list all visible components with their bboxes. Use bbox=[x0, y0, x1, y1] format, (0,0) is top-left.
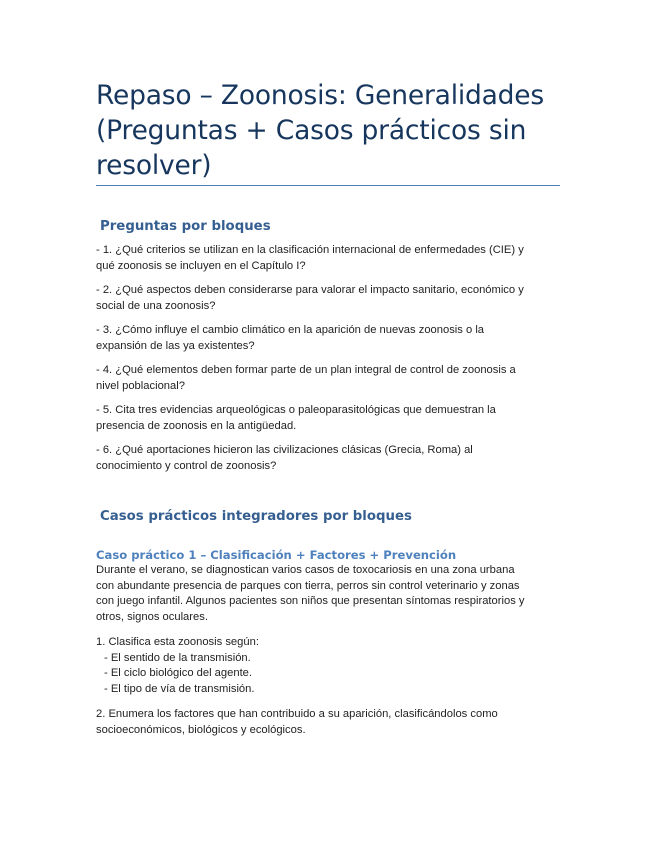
title-underline bbox=[96, 185, 560, 186]
section-heading-text: Casos prácticos integradores por bloques bbox=[100, 509, 412, 524]
question-item: - 6. ¿Qué aportaciones hicieron las civilizaciones clásicas (Grecia, Roma) al conocimiento y control de zoonosis? bbox=[96, 444, 473, 472]
document-page bbox=[96, 0, 560, 738]
case-title: Caso práctico 1 – Clasificación + Factores + Prevención bbox=[96, 548, 457, 562]
title-line-1: Repaso – Zoonosis: Generalidades bbox=[96, 80, 545, 111]
section-heading-text: Preguntas por bloques bbox=[100, 219, 271, 234]
case-question-2: 2. Enumera los factores que han contribuido a su aparición, clasificándolos como socioeconómicos, biológicos y ecológicos. bbox=[96, 708, 498, 736]
list-item: - El ciclo biológico del agente. bbox=[104, 667, 253, 679]
title-line-2: (Preguntas + Casos prácticos sin bbox=[96, 115, 527, 146]
title-line-3: resolver) bbox=[96, 150, 212, 181]
list-item: - El tipo de vía de transmisión. bbox=[104, 682, 255, 695]
question-item: - 4. ¿Qué elementos deben formar parte de un plan integral de control de zoonosis a nivel poblacional? bbox=[96, 364, 516, 392]
question-item: - 3. ¿Cómo influye el cambio climático en la aparición de nuevas zoonosis o la expansión de las ya existentes? bbox=[96, 324, 485, 352]
question-item: - 1. ¿Qué criterios se utilizan en la clasificación internacional de enfermedades (CIE) y qué zoonosis se incluyen en el Capítulo I? bbox=[96, 244, 524, 272]
section-heading-preguntas bbox=[96, 218, 560, 236]
case-question-1: 1. Clasifica esta zoonosis según: - El sentido de la transmisión. - El ciclo biológico del agente. - El tipo de vía de transmisión. bbox=[96, 635, 560, 697]
document-title bbox=[96, 0, 560, 183]
case-intro: Durante el verano, se diagnostican varios casos de toxocariosis en una zona urbana con abundante presencia de parques con tierra, perros sin control veterinario y zonas con juego infantil. Algunos pacientes son niños que presentan síntomas respiratorios y otros, signos oculares. bbox=[96, 564, 525, 623]
section-heading-casos bbox=[96, 508, 560, 526]
question-item: - 2. ¿Qué aspectos deben considerarse para valorar el impacto sanitario, económico y social de una zoonosis? bbox=[96, 284, 524, 312]
list-item: - El sentido de la transmisión. bbox=[104, 651, 251, 664]
question-item: - 5. Cita tres evidencias arqueológicas o paleoparasitológicas que demuestran la presencia de zoonosis en la antigüedad. bbox=[96, 404, 496, 432]
